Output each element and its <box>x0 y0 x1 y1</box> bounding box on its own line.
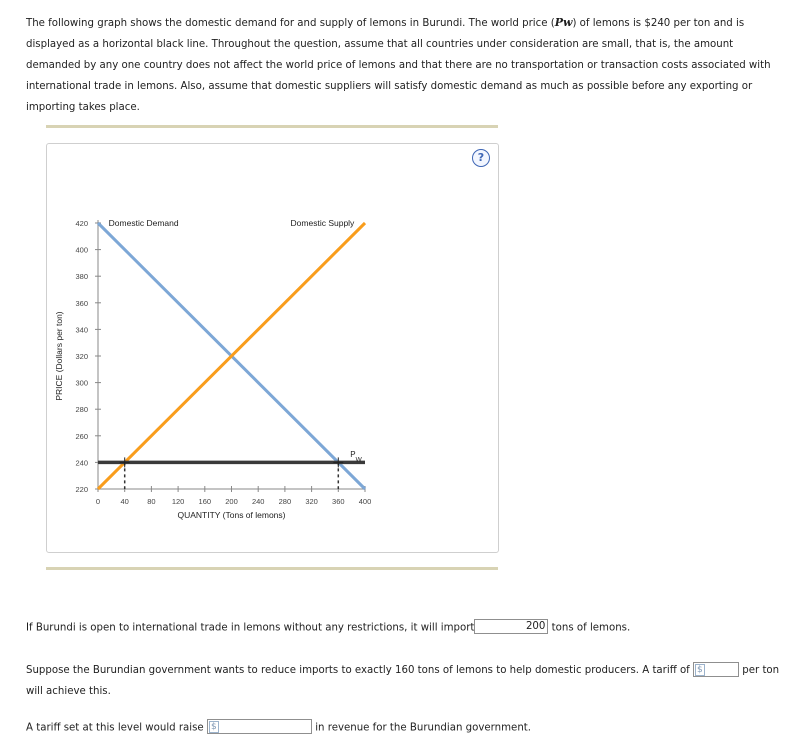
revenue-question-suffix: in revenue for the Burundian government. <box>315 722 532 734</box>
supply-demand-chart <box>47 144 498 552</box>
world-price-label-subscript: W <box>355 456 362 464</box>
question-import <box>26 620 630 635</box>
x-tick-label: 240 <box>251 497 265 506</box>
world-price-label: P <box>350 450 356 460</box>
tariff-question-text: Suppose the Burundian government wants to reduce imports to exactly 160 tons of lemons to help domestic producers. A tariff of <box>26 665 690 676</box>
y-tick-label: 260 <box>75 431 88 441</box>
y-tick-label: 220 <box>75 485 88 494</box>
tariff-question-suffix: per ton <box>742 665 780 676</box>
x-tick-label: 40 <box>120 497 129 506</box>
y-tick-label: 240 <box>75 458 88 468</box>
y-tick-label: 320 <box>75 352 88 361</box>
tariff-currency-icon: $ <box>697 664 703 675</box>
chart-panel <box>46 143 499 553</box>
y-tick-label: 420 <box>75 219 88 228</box>
x-tick-label: 0 <box>95 497 101 506</box>
intro-text-part2: ) of lemons is $240 per ton and is displayed as a horizontal black line. Throughout the question, assume that all countries under consideration are small, that is, the amount demanded by any one country does not affect the world price of lemons and that there are no transportation or transaction costs associated with international trade in lemons. Also, assume that domestic suppliers will satisfy domestic demand as much as possible before any exporting or importing takes place. <box>26 18 771 113</box>
x-tick-label: 400 <box>358 497 372 506</box>
question-revenue <box>26 720 531 735</box>
revenue-question-text: A tariff set at this level would raise <box>26 722 204 734</box>
x-tick-label: 280 <box>278 497 292 506</box>
import-question-suffix: tons of lemons. <box>551 622 631 634</box>
y-tick-label: 380 <box>75 272 88 282</box>
x-tick-label: 80 <box>147 497 156 506</box>
import-question-text: If Burundi is open to international trade in lemons without any restrictions, it will import <box>26 622 475 634</box>
x-tick-label: 320 <box>305 497 318 506</box>
intro-paragraph <box>26 12 786 118</box>
world-price-symbol: Pw <box>554 16 573 29</box>
x-tick-label: 200 <box>225 497 238 506</box>
x-tick-label: 160 <box>198 497 212 506</box>
import-answer-field[interactable]: 200 <box>474 619 548 634</box>
question-tariff <box>26 660 786 702</box>
y-tick-label: 300 <box>75 378 88 388</box>
intro-text-part1: The following graph shows the domestic demand for and supply of lemons in Burundi. The world price ( <box>26 18 555 29</box>
y-tick-label: 340 <box>75 325 88 335</box>
revenue-answer-field[interactable] <box>207 719 312 734</box>
supply-curve-label: Domestic Supply <box>290 218 355 228</box>
y-tick-label: 360 <box>75 298 88 308</box>
x-tick-label: 120 <box>171 497 185 506</box>
bottom-divider <box>46 567 498 570</box>
help-icon[interactable]: ? <box>472 149 490 167</box>
revenue-currency-icon: $ <box>210 722 217 732</box>
tariff-question-line2: will achieve this. <box>26 686 111 697</box>
demand-curve-label: Domestic Demand <box>108 218 179 228</box>
x-tick-label: 360 <box>332 497 345 506</box>
top-divider <box>46 125 498 128</box>
x-axis-title: QUANTITY (Tons of lemons) <box>177 510 286 520</box>
tariff-answer-field[interactable] <box>693 662 739 677</box>
y-tick-label: 280 <box>75 405 88 415</box>
y-tick-label: 400 <box>75 245 88 255</box>
y-axis-title: PRICE (Dollars per ton) <box>54 311 64 401</box>
